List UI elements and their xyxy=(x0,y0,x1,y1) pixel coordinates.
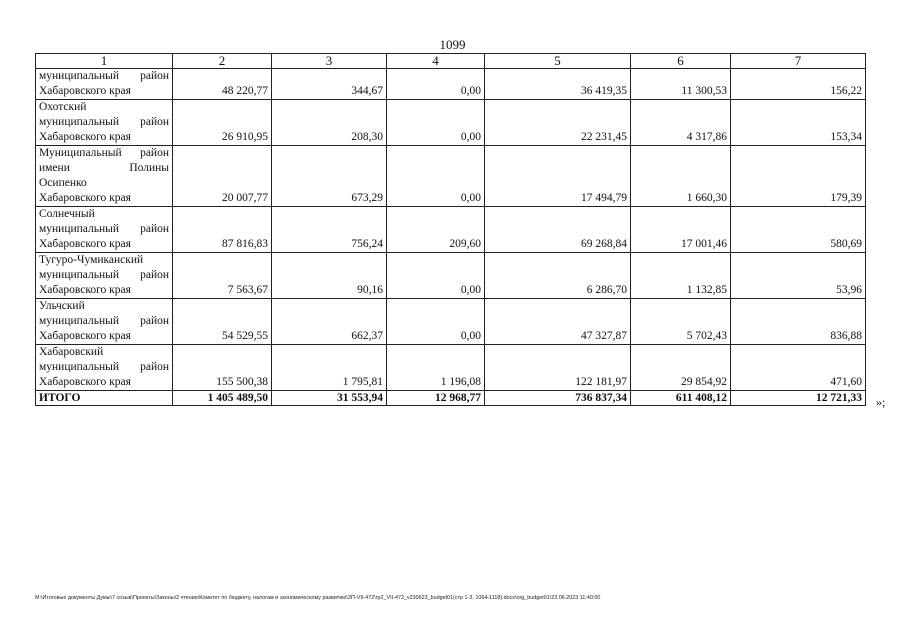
district-name-cell xyxy=(36,345,173,391)
value-cell: 36 419,35 xyxy=(485,69,631,100)
value-cell: 179,39 xyxy=(731,146,866,207)
column-header: 3 xyxy=(272,54,387,69)
value-cell: 47 327,87 xyxy=(485,299,631,345)
value-cell: 53,96 xyxy=(731,253,866,299)
table-row xyxy=(36,299,866,345)
value-cell: 48 220,77 xyxy=(173,69,272,100)
value-cell: 344,67 xyxy=(272,69,387,100)
table-row xyxy=(36,69,866,100)
district-name-line: муниципальный район xyxy=(39,269,169,281)
district-name-line: муниципальный район xyxy=(39,361,169,373)
district-name-cell xyxy=(36,299,173,345)
value-cell: 756,24 xyxy=(272,207,387,253)
value-cell: 69 268,84 xyxy=(485,207,631,253)
district-name-cell xyxy=(36,100,173,146)
district-name-cell xyxy=(36,69,173,100)
district-name-line: Осипенко xyxy=(39,177,87,189)
district-name-line: муниципальный район xyxy=(39,315,169,327)
value-cell: 90,16 xyxy=(272,253,387,299)
file-path-footer: M:\Итоговые документы Думы\7 созыв\Проекты\Законы\2 чтение\Комитет по бюджету, налогам и экономическому развитию\ЗП-VII-472\гр2_VII-472_v230623_budget01(стр 1-3, 1064-1118).docx\org_budget01\23.06.2023 11:40:00 xyxy=(35,595,601,601)
value-cell: 209,60 xyxy=(387,207,485,253)
value-cell: 1 196,08 xyxy=(387,345,485,391)
district-name-cell xyxy=(36,146,173,207)
value-cell: 4 317,86 xyxy=(631,100,731,146)
value-cell: 0,00 xyxy=(387,299,485,345)
value-cell: 54 529,55 xyxy=(173,299,272,345)
total-label: ИТОГО xyxy=(36,391,173,406)
value-cell: 580,69 xyxy=(731,207,866,253)
total-value-cell: 12 968,77 xyxy=(387,391,485,406)
value-cell: 26 910,95 xyxy=(173,100,272,146)
value-cell: 662,37 xyxy=(272,299,387,345)
value-cell: 11 300,53 xyxy=(631,69,731,100)
value-cell: 6 286,70 xyxy=(485,253,631,299)
value-cell: 22 231,45 xyxy=(485,100,631,146)
value-cell: 471,60 xyxy=(731,345,866,391)
table-row xyxy=(36,146,866,207)
value-cell: 1 660,30 xyxy=(631,146,731,207)
value-cell: 87 816,83 xyxy=(173,207,272,253)
total-value-cell: 12 721,33 xyxy=(731,391,866,406)
column-header: 6 xyxy=(631,54,731,69)
total-value-cell: 736 837,34 xyxy=(485,391,631,406)
district-name-line: Хабаровского края xyxy=(39,284,131,296)
page-number: 1099 xyxy=(439,37,466,52)
total-value-cell: 1 405 489,50 xyxy=(173,391,272,406)
district-name-line: Хабаровского края xyxy=(39,131,131,143)
district-name-line: Ульчский xyxy=(39,300,85,312)
value-cell: 0,00 xyxy=(387,146,485,207)
value-cell: 156,22 xyxy=(731,69,866,100)
total-value-cell: 611 408,12 xyxy=(631,391,731,406)
table-row xyxy=(36,100,866,146)
table-row xyxy=(36,253,866,299)
district-name-cell xyxy=(36,207,173,253)
column-header: 2 xyxy=(173,54,272,69)
district-name-line: Солнечный xyxy=(39,208,95,220)
table-row xyxy=(36,345,866,391)
district-name-line: Хабаровского края xyxy=(39,192,131,204)
value-cell: 1 132,85 xyxy=(631,253,731,299)
district-name-line: Хабаровского края xyxy=(39,376,131,388)
value-cell: 0,00 xyxy=(387,253,485,299)
value-cell: 7 563,67 xyxy=(173,253,272,299)
column-header: 4 xyxy=(387,54,485,69)
value-cell: 208,30 xyxy=(272,100,387,146)
district-name-line: Хабаровский xyxy=(39,346,104,358)
district-name-line: Хабаровского края xyxy=(39,330,131,342)
header-row xyxy=(36,54,866,69)
district-name-line: Хабаровского края xyxy=(39,85,131,97)
district-name-line: муниципальный район xyxy=(39,223,169,235)
column-header: 1 xyxy=(36,54,173,69)
district-name-line: Охотский xyxy=(39,101,87,113)
value-cell: 155 500,38 xyxy=(173,345,272,391)
value-cell: 836,88 xyxy=(731,299,866,345)
table-row xyxy=(36,207,866,253)
column-header: 7 xyxy=(731,54,866,69)
district-name-line: муниципальный район xyxy=(39,70,169,82)
value-cell: 0,00 xyxy=(387,69,485,100)
value-cell: 153,34 xyxy=(731,100,866,146)
district-name-line: имени Полины xyxy=(39,162,169,174)
value-cell: 673,29 xyxy=(272,146,387,207)
district-name-cell xyxy=(36,253,173,299)
total-row xyxy=(36,391,866,406)
district-name-line: муниципальный район xyxy=(39,116,169,128)
closing-quote-mark: »; xyxy=(876,395,886,409)
value-cell: 1 795,81 xyxy=(272,345,387,391)
budget-table xyxy=(35,53,866,406)
value-cell: 29 854,92 xyxy=(631,345,731,391)
column-header: 5 xyxy=(485,54,631,69)
district-name-line: Муниципальный район xyxy=(39,147,169,159)
value-cell: 5 702,43 xyxy=(631,299,731,345)
value-cell: 0,00 xyxy=(387,100,485,146)
total-value-cell: 31 553,94 xyxy=(272,391,387,406)
value-cell: 122 181,97 xyxy=(485,345,631,391)
district-name-line: Тугуро-Чумиканский xyxy=(39,254,144,266)
value-cell: 17 494,79 xyxy=(485,146,631,207)
value-cell: 17 001,46 xyxy=(631,207,731,253)
value-cell: 20 007,77 xyxy=(173,146,272,207)
district-name-line: Хабаровского края xyxy=(39,238,131,250)
